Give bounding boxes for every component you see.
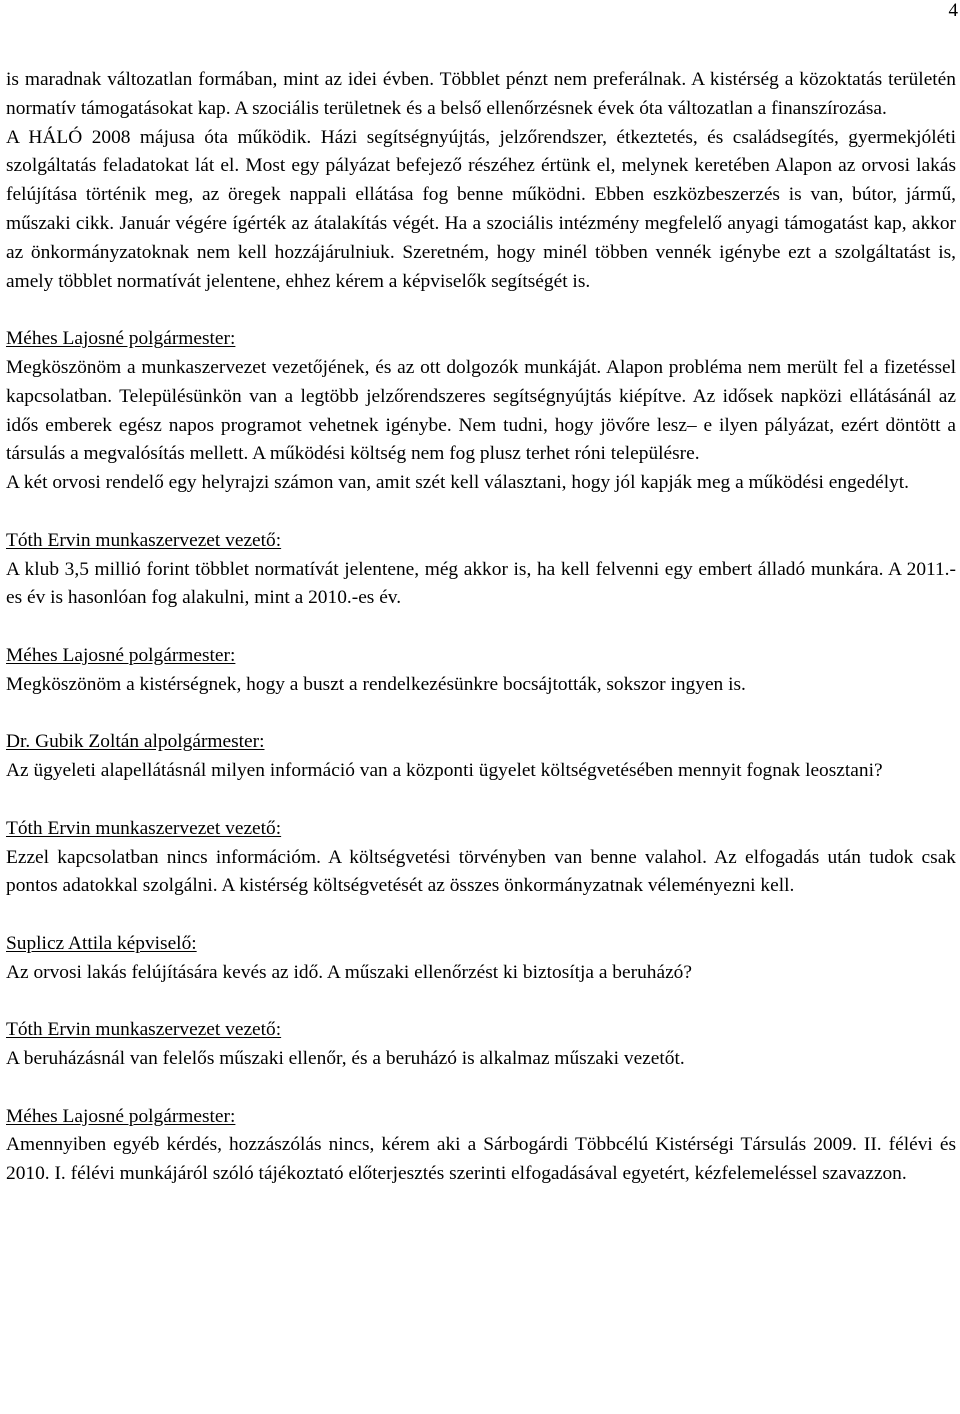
speech-block — [6, 930, 956, 988]
paragraph: A két orvosi rendelő egy helyrajzi számon van, amit szét kell választani, hogy jól kapják meg a működési engedélyt. — [6, 472, 910, 494]
paragraph: is maradnak változatlan formában, mint az idei évben. Többlet pénzt nem preferálnak. A kistérség a közoktatás területén normatív támogatásokat kap. A szociális területnek és a belső ellenőrzésnek évek óta változatlan a finanszírozása. — [6, 69, 956, 119]
paragraph: Az orvosi lakás felújítására kevés az idő. A műszaki ellenőrzést ki biztosítja a beruházó? — [6, 961, 692, 983]
speaker-name: Méhes Lajosné polgármester: — [6, 328, 236, 350]
speaker-heading — [6, 642, 956, 671]
intro-block — [6, 66, 956, 296]
document-body — [6, 66, 956, 1189]
speaker-heading — [6, 728, 956, 757]
speech-block — [6, 1016, 956, 1074]
speaker-name: Tóth Ervin munkaszervezet vezető: — [6, 529, 282, 551]
speaker-name: Dr. Gubik Zoltán alpolgármester: — [6, 731, 265, 753]
speaker-name: Tóth Ervin munkaszervezet vezető: — [6, 1019, 282, 1041]
speaker-name: Méhes Lajosné polgármester: — [6, 644, 236, 666]
paragraph: A HÁLÓ 2008 májusa óta működik. Házi segítségnyújtás, jelzőrendszer, étkeztetés, és családsegítés, gyermekjóléti szolgáltatás feladatokat lát el. Most egy pályázat befejező részéhez értünk el, melynek keretében Alapon az orvosi lakás felújítása történik meg, az öregek nappali ellátása fog benne működni. Ebben eszközbeszerzés is van, bútor, jármű, műszaki cikk. Január végére ígérték az átalakítás végét. Ha a szociális intézmény megfelelő anyagi támogatást kap, akkor az önkormányzatoknak nem kell hozzájárulniuk. Szeretném, hogy minél többen vennék igénybe ezt a szolgáltatást is, amely többlet normatívát jelentene, ehhez kérem a képviselők segítségét is. — [6, 126, 956, 292]
speech-block — [6, 325, 956, 498]
speaker-heading — [6, 325, 956, 354]
speech-block — [6, 815, 956, 901]
paragraph: Megköszönöm a kistérségnek, hogy a buszt a rendelkezésünkre bocsájtották, sokszor ingyen is. — [6, 673, 746, 695]
speech-block — [6, 642, 956, 700]
paragraph: Az ügyeleti alapellátásnál milyen információ van a központi ügyelet költségvetésében mennyit fognak leosztani? — [6, 760, 883, 782]
speaker-heading — [6, 527, 956, 556]
speaker-name: Tóth Ervin munkaszervezet vezető: — [6, 817, 282, 839]
paragraph: Ezzel kapcsolatban nincs információm. A költségvetési törvényben van benne valahol. Az elfogadás után tudok csak pontos adatokkal szolgálni. A kistérség költségvetését az összes önkormányzatnak véleményezni kell. — [6, 846, 956, 897]
speech-block — [6, 728, 956, 786]
speaker-heading — [6, 1016, 956, 1045]
speaker-name: Méhes Lajosné polgármester: — [6, 1105, 236, 1127]
speech-block — [6, 1103, 956, 1189]
paragraph: A klub 3,5 millió forint többlet normatívát jelentene, még akkor is, ha kell felvenni egy embert álladó munkára. A 2011.-es év is hasonlóan fog alakulni, mint a 2010.-es év. — [6, 558, 956, 609]
speaker-heading — [6, 1103, 956, 1132]
paragraph: Amennyiben egyéb kérdés, hozzászólás nincs, kérem aki a Sárbogárdi Többcélú Kistérségi Társulás 2009. II. félévi és 2010. I. félévi munkájáról szóló tájékoztató előterjesztés szerinti elfogadásával egyetért, kézfelemeléssel szavazzon. — [6, 1134, 956, 1185]
paragraph: A beruházásnál van felelős műszaki ellenőr, és a beruházó is alkalmaz műszaki vezetőt. — [6, 1048, 685, 1070]
speech-block — [6, 527, 956, 613]
speaker-name: Suplicz Attila képviselő: — [6, 932, 197, 954]
paragraph: Megköszönöm a munkaszervezet vezetőjének, és az ott dolgozók munkáját. Alapon probléma nem merült fel a fizetéssel kapcsolatban. Településünkön van a legtöbb jelzőrendszeres segítségnyújtás kiépítve. Az idősek napközi ellátásánál az idős emberek egész napos programot vehetnek igénybe. Nem tudni, hogy jövőre lesz– e ilyen pályázat, ezért döntött a társulás a megvalósítás mellett. A működési költség nem fog plusz terhet róni településre. — [6, 356, 956, 465]
speaker-heading — [6, 930, 956, 959]
speaker-heading — [6, 815, 956, 844]
page-number: 4 — [948, 0, 958, 21]
